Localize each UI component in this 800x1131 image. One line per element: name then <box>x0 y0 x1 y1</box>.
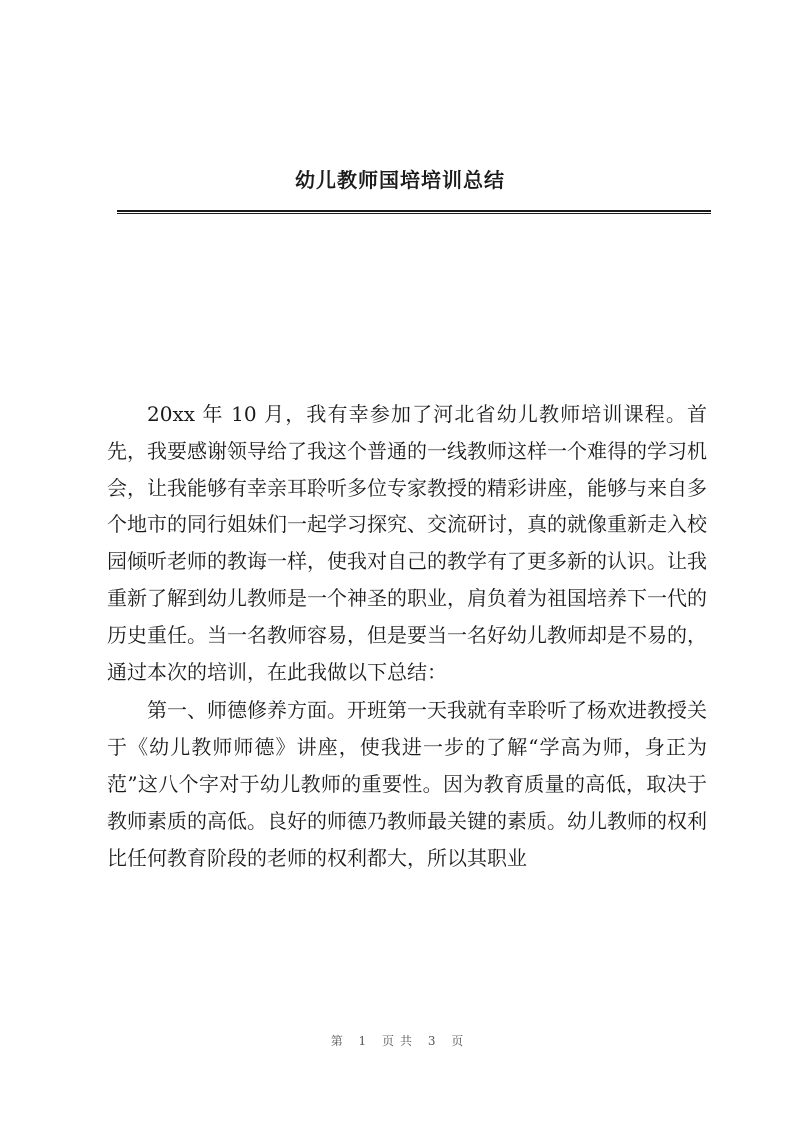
body-paragraph-2: 第一、师德修养方面。开班第一天我就有幸聆听了杨欢进教授关于《幼儿教师师德》讲座，使我进一步的了解“学高为师，身正为范”这八个字对于幼儿教师的重要性。因为教育质量的高低，取决于教师素质的高低。良好的师德乃教师最关键的素质。幼儿教师的权利比任何教育阶段的老师的权利都大，所以其职业 <box>107 698 707 870</box>
document-title: 幼儿教师国培培训总结 <box>295 168 505 192</box>
title-divider <box>117 210 711 214</box>
document-body <box>107 396 707 876</box>
body-paragraph-1: 20xx 年 10 月，我有幸参加了河北省幼儿教师培训课程。首先，我要感谢领导给了我这个普通的一线教师这样一个难得的学习机会，让我能够有幸亲耳聆听多位专家教授的精彩讲座，能够与来自多个地市的同行姐妹们一起学习探究、交流研讨，真的就像重新走入校园倾听老师的教诲一样，使我对自己的教学有了更多新的认识。让我重新了解到幼儿教师是一个神圣的职业，肩负着为祖国培养下一代的历史重任。当一名教师容易，但是要当一名好幼儿教师却是不易的，通过本次的培训，在此我做以下总结： <box>107 402 707 684</box>
page-number-footer: 第 1 页共 3 页 <box>330 1034 470 1048</box>
